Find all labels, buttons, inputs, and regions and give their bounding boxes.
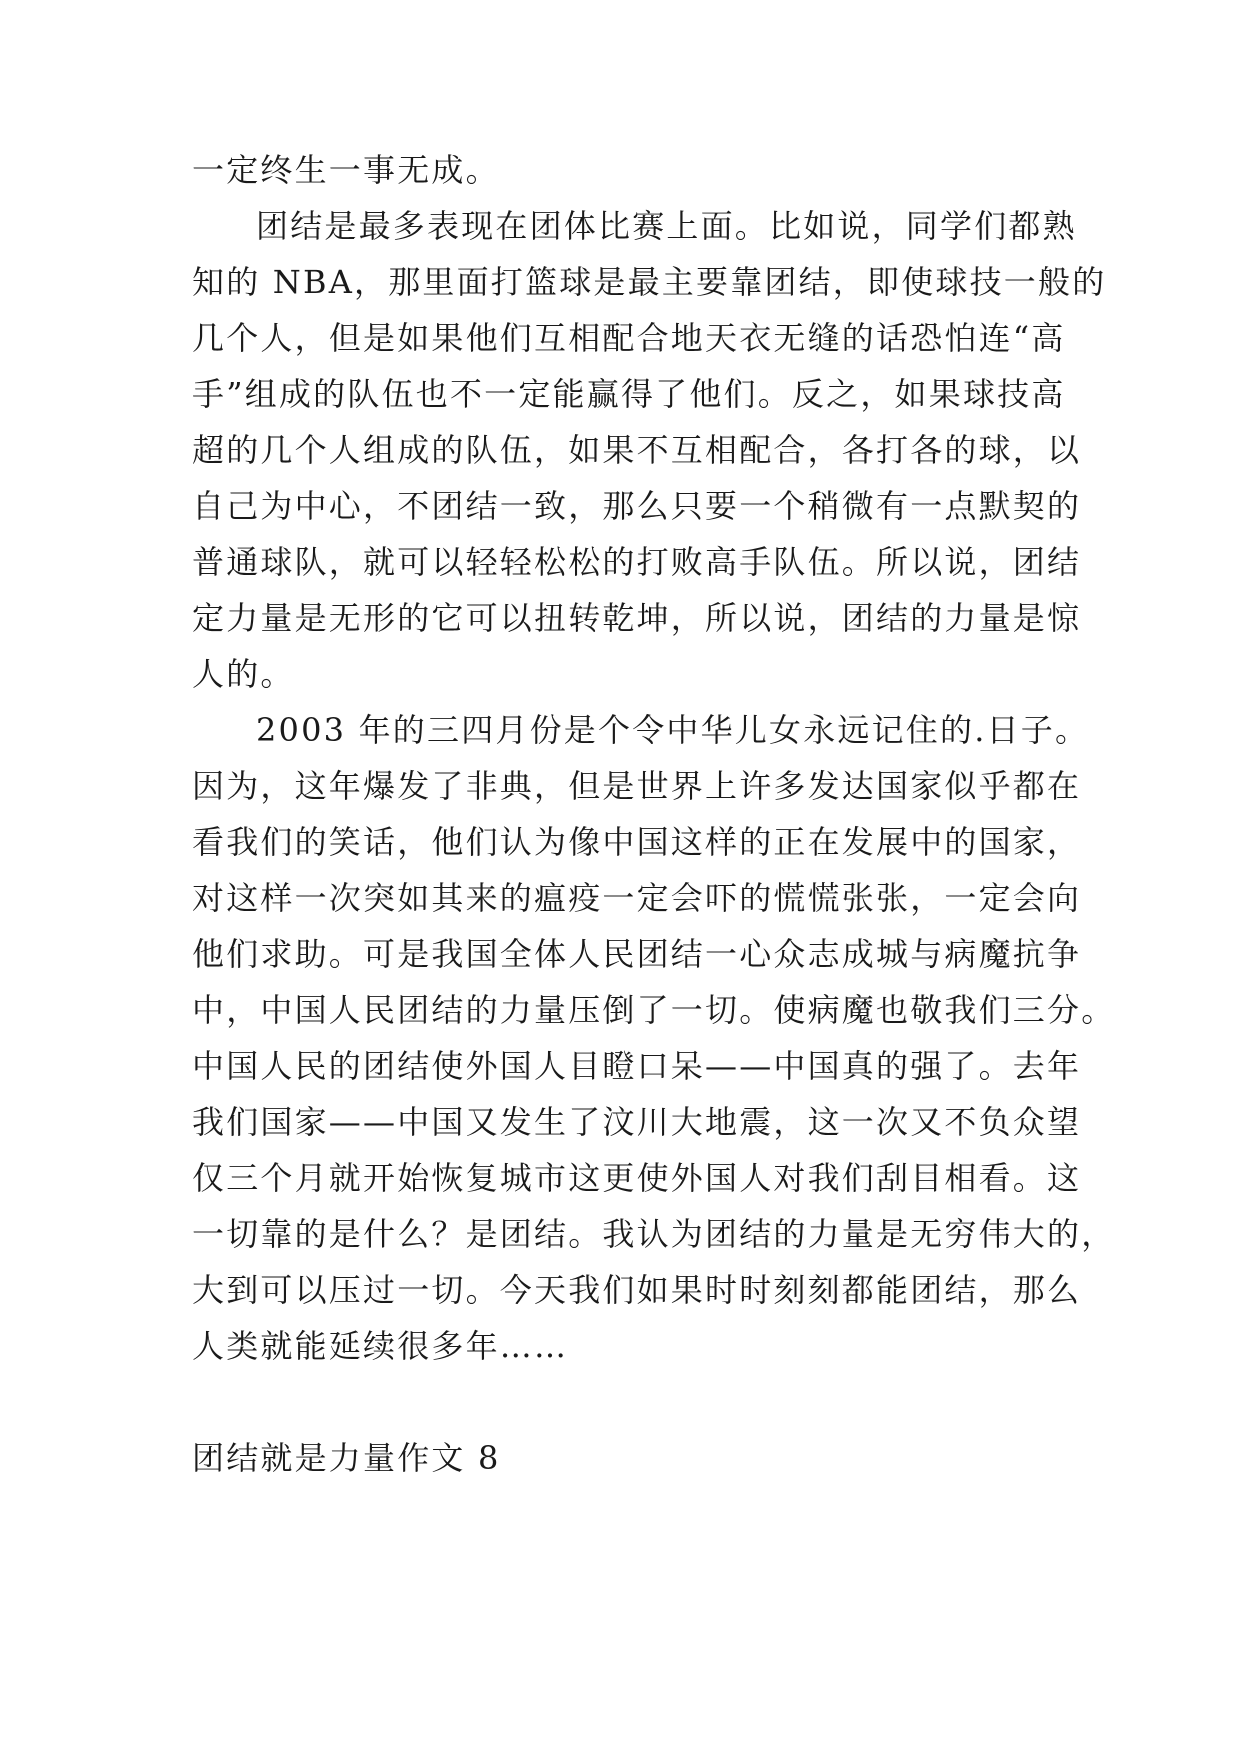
text-line: 手”组成的队伍也不一定能赢得了他们。反之，如果球技高 bbox=[192, 375, 1066, 413]
text-line: 大到可以压过一切。今天我们如果时时刻刻都能团结，那么 bbox=[192, 1271, 1082, 1309]
text-line: 自己为中心，不团结一致，那么只要一个稍微有一点默契的 bbox=[192, 487, 1082, 525]
text-line: 超的几个人组成的队伍，如果不互相配合，各打各的球，以 bbox=[192, 431, 1082, 469]
section-heading: 团结就是力量作文 8 bbox=[192, 1439, 501, 1477]
text-line: 一切靠的是什么？是团结。我认为团结的力量是无穷伟大的， bbox=[192, 1215, 1116, 1253]
text-line: 对这样一次突如其来的瘟疫一定会吓的慌慌张张，一定会向 bbox=[192, 879, 1082, 917]
paragraph-first-line: 团结是最多表现在团体比赛上面。比如说，同学们都熟 bbox=[256, 207, 1077, 245]
text-line: 仅三个月就开始恢复城市这更使外国人对我们刮目相看。这 bbox=[192, 1159, 1082, 1197]
text-line: 普通球队，就可以轻轻松松的打败高手队伍。所以说，团结 bbox=[192, 543, 1082, 581]
text-line: 因为，这年爆发了非典，但是世界上许多发达国家似乎都在 bbox=[192, 767, 1082, 805]
text-line: 一定终生一事无成。 bbox=[192, 151, 500, 189]
text-line: 他们求助。可是我国全体人民团结一心众志成城与病魔抗争 bbox=[192, 935, 1082, 973]
text-line: 定力量是无形的它可以扭转乾坤，所以说，团结的力量是惊 bbox=[192, 599, 1082, 637]
text-line: 中，中国人民团结的力量压倒了一切。使病魔也敬我们三分。 bbox=[192, 991, 1116, 1029]
paragraph-first-line: 2003 年的三四月份是个令中华儿女永远记住的.日子。 bbox=[256, 711, 1090, 749]
text-line: 人类就能延续很多年…… bbox=[192, 1327, 569, 1365]
text-line: 我们国家——中国又发生了汶川大地震，这一次又不负众望 bbox=[192, 1103, 1082, 1141]
text-line: 看我们的笑话，他们认为像中国这样的正在发展中的国家， bbox=[192, 823, 1082, 861]
text-line: 人的。 bbox=[192, 655, 295, 693]
text-line: 中国人民的团结使外国人目瞪口呆——中国真的强了。去年 bbox=[192, 1047, 1082, 1085]
text-line: 知的 NBA，那里面打篮球是最主要靠团结，即使球技一般的 bbox=[192, 263, 1107, 301]
text-line: 几个人，但是如果他们互相配合地天衣无缝的话恐怕连“高 bbox=[192, 319, 1066, 357]
